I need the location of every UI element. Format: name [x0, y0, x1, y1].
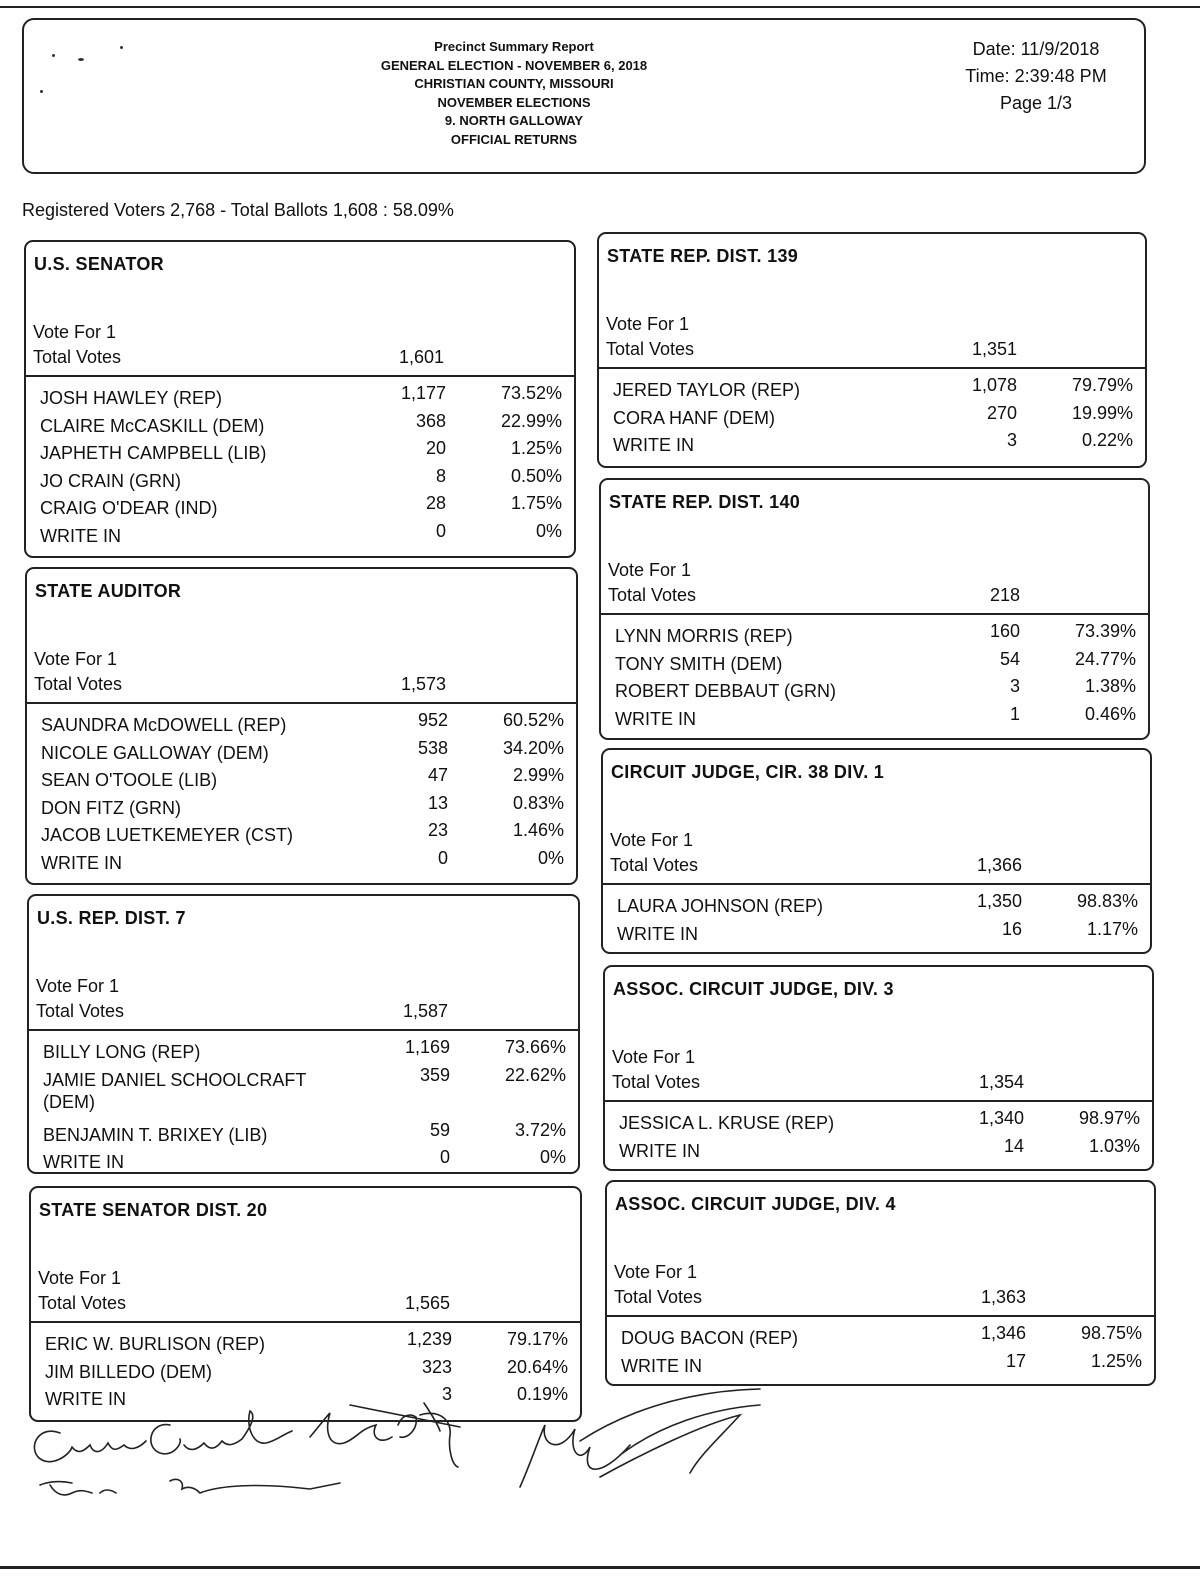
total-votes-value: 1,601 [398, 347, 444, 367]
section-divider [26, 375, 574, 377]
scan-speck [78, 58, 84, 61]
candidate-percent: 73.52% [500, 383, 562, 403]
total-votes-value: 218 [989, 585, 1020, 605]
candidate-votes: 1,177 [400, 383, 446, 403]
candidate-name [613, 407, 775, 429]
page-number: Page 1/3 [999, 93, 1073, 113]
candidate-list [601, 620, 1148, 730]
candidate-row [29, 1064, 578, 1119]
candidate-name [40, 497, 217, 519]
candidate-row [26, 437, 574, 465]
race-us-senator [24, 240, 576, 558]
section-divider [27, 702, 576, 704]
candidate-percent: 73.66% [504, 1037, 566, 1057]
total-votes-value: 1,366 [976, 855, 1022, 875]
candidate-name-line: ERIC W. BURLISON (REP) [45, 1334, 266, 1354]
report-header [22, 18, 1146, 174]
candidate-row [601, 648, 1148, 676]
candidate-name-line: WRITE IN [41, 852, 122, 873]
candidate-name-line: JACOB LUETKEMEYER (CST) [41, 825, 294, 845]
candidate-row [599, 402, 1145, 430]
candidate-row [26, 520, 574, 548]
candidate-name-line: ROBERT DEBBAUT (GRN) [615, 681, 837, 701]
candidate-votes: 1,346 [980, 1323, 1026, 1343]
candidate-votes: 359 [419, 1064, 450, 1085]
candidate-votes: 952 [417, 710, 448, 730]
report-meta [936, 36, 1136, 117]
candidate-row [607, 1322, 1154, 1350]
candidate-votes: 1,350 [976, 891, 1022, 911]
candidate-name-line: TONY SMITH (DEM) [615, 653, 783, 674]
section-divider [29, 1029, 578, 1031]
candidate-percent: 2.99% [512, 765, 564, 785]
candidate-row [607, 1350, 1154, 1378]
candidate-votes: 8 [435, 465, 446, 486]
candidate-percent: 79.17% [506, 1329, 568, 1349]
vote-for-label: Vote For 1 [36, 976, 120, 996]
candidate-row [603, 890, 1150, 918]
total-votes-row [610, 855, 1150, 879]
candidate-list [605, 1107, 1152, 1162]
candidate-percent: 24.77% [1074, 648, 1136, 669]
top-rule [0, 6, 1200, 8]
candidate-votes: 0 [437, 847, 448, 868]
vote-for-label: Vote For 1 [38, 1268, 122, 1288]
candidate-row [31, 1356, 580, 1384]
county-name: CHRISTIAN COUNTY, MISSOURI [414, 76, 614, 91]
candidate-name [617, 895, 823, 917]
candidate-name-line: BILLY LONG (REP) [43, 1042, 201, 1062]
candidate-list [26, 382, 574, 547]
candidate-row [27, 847, 576, 875]
section-divider [599, 367, 1145, 369]
race-title: CIRCUIT JUDGE, CIR. 38 DIV. 1 [611, 762, 885, 782]
candidate-name [43, 1151, 124, 1173]
candidate-name [615, 653, 782, 675]
candidate-row [27, 709, 576, 737]
total-votes-row [612, 1072, 1152, 1096]
candidate-votes: 16 [1001, 918, 1022, 939]
candidate-name [613, 379, 800, 401]
candidate-name [43, 1069, 306, 1113]
candidate-name-line: WRITE IN [40, 525, 121, 546]
candidate-row [29, 1146, 578, 1174]
vote-for-label: Vote For 1 [610, 830, 694, 850]
candidate-name-line: LAURA JOHNSON (REP) [617, 896, 824, 916]
vote-for-label: Vote For 1 [606, 314, 690, 334]
race-us-rep-dist-7 [27, 894, 580, 1174]
candidate-percent: 0.22% [1081, 430, 1133, 450]
candidate-votes: 3 [1009, 676, 1020, 696]
candidate-votes: 1,078 [971, 375, 1017, 395]
candidate-name-line: WRITE IN [613, 435, 694, 455]
candidate-name [41, 742, 269, 764]
total-votes-value: 1,354 [978, 1072, 1024, 1092]
total-votes-value: 1,351 [971, 339, 1017, 359]
candidate-row [601, 703, 1148, 731]
candidate-percent: 3.72% [514, 1119, 566, 1140]
total-votes-row [614, 1287, 1154, 1311]
candidate-name [621, 1327, 798, 1349]
candidate-votes: 59 [429, 1119, 450, 1140]
candidate-row [27, 819, 576, 847]
precinct-name: 9. NORTH GALLOWAY [444, 113, 584, 128]
candidate-name-line: WRITE IN [45, 1389, 126, 1409]
candidate-percent: 0.50% [510, 465, 562, 486]
candidate-row [605, 1107, 1152, 1135]
candidate-name [619, 1140, 700, 1162]
candidate-votes: 54 [999, 648, 1020, 669]
race-title: STATE REP. DIST. 139 [607, 246, 799, 266]
candidate-name [45, 1361, 212, 1383]
candidate-name-line: WRITE IN [43, 1152, 124, 1172]
race-assoc-circuit-judge-div-4 [605, 1180, 1156, 1386]
handwritten-signatures-icon [20, 1385, 780, 1520]
candidate-percent: 98.75% [1080, 1323, 1142, 1343]
candidate-votes: 0 [435, 520, 446, 541]
candidate-name [45, 1333, 265, 1355]
bottom-rule [0, 1566, 1200, 1569]
candidate-name-line: WRITE IN [621, 1355, 702, 1376]
candidate-list [27, 709, 576, 874]
candidate-name-line: JO CRAIN (GRN) [40, 470, 181, 491]
candidate-percent: 79.79% [1071, 375, 1133, 395]
candidate-percent: 0% [537, 847, 564, 868]
candidate-votes: 47 [427, 765, 448, 785]
candidate-name [41, 824, 293, 846]
total-votes-row [33, 347, 574, 371]
candidate-percent: 22.62% [504, 1064, 566, 1085]
candidate-row [599, 374, 1145, 402]
total-votes-row [34, 674, 576, 698]
candidate-name-line: NICOLE GALLOWAY (DEM) [41, 742, 269, 763]
candidate-percent: 0.46% [1084, 703, 1136, 724]
race-circuit-judge-cir-38-div-1 [601, 748, 1152, 954]
candidate-name-line: BENJAMIN T. BRIXEY (LIB) [43, 1124, 268, 1145]
candidate-row [26, 465, 574, 493]
candidate-name-line: JOSH HAWLEY (REP) [40, 388, 223, 408]
candidate-row [27, 764, 576, 792]
vote-for-label: Vote For 1 [614, 1262, 698, 1282]
candidate-name [615, 625, 793, 647]
candidate-name [613, 434, 694, 456]
total-votes-label: Total Votes [614, 1287, 703, 1307]
section-divider [605, 1100, 1152, 1102]
registered-voters-summary: Registered Voters 2,768 - Total Ballots 1,608 : 58.09% [22, 200, 454, 220]
candidate-name [617, 923, 698, 945]
candidate-percent: 1.75% [510, 493, 562, 513]
candidate-list [599, 374, 1145, 457]
candidate-name-line: WRITE IN [619, 1140, 700, 1161]
candidate-name [41, 769, 217, 791]
race-state-rep-dist-139 [597, 232, 1147, 468]
candidate-votes: 23 [427, 820, 448, 840]
candidate-name [41, 714, 286, 736]
candidate-name [43, 1124, 267, 1146]
candidate-votes: 3 [441, 1384, 452, 1404]
report-title: Precinct Summary Report [434, 39, 594, 54]
total-votes-row [38, 1293, 580, 1317]
candidate-name [40, 387, 222, 409]
candidate-percent: 0% [535, 520, 562, 541]
candidate-name-line: JERED TAYLOR (REP) [613, 380, 801, 400]
candidate-votes: 1 [1009, 703, 1020, 724]
election-name: GENERAL ELECTION - NOVEMBER 6, 2018 [380, 57, 648, 73]
total-votes-label: Total Votes [36, 1001, 125, 1021]
candidate-name-line: WRITE IN [615, 708, 696, 729]
candidate-name [41, 852, 122, 874]
candidate-votes: 13 [427, 792, 448, 813]
race-title: U.S. REP. DIST. 7 [37, 908, 186, 928]
candidate-votes: 14 [1003, 1135, 1024, 1156]
total-votes-label: Total Votes [606, 339, 695, 359]
total-votes-row [608, 585, 1148, 609]
total-votes-label: Total Votes [608, 585, 697, 605]
candidate-name [40, 525, 121, 547]
race-title: STATE AUDITOR [35, 581, 182, 601]
candidate-name-line: DOUG BACON (REP) [621, 1328, 799, 1348]
vote-for-label: Vote For 1 [612, 1047, 696, 1067]
candidate-name-line: JESSICA L. KRUSE (REP) [619, 1113, 835, 1133]
candidate-name [615, 708, 696, 730]
candidate-list [29, 1036, 578, 1174]
candidate-percent: 1.03% [1088, 1135, 1140, 1156]
section-divider [603, 883, 1150, 885]
total-votes-label: Total Votes [33, 347, 122, 367]
candidate-row [29, 1119, 578, 1147]
section-divider [31, 1321, 580, 1323]
race-state-auditor [25, 567, 578, 885]
candidate-votes: 28 [425, 493, 446, 513]
candidate-row [601, 620, 1148, 648]
candidate-votes: 1,169 [404, 1037, 450, 1057]
section-divider [607, 1315, 1154, 1317]
section-divider [601, 613, 1148, 615]
candidate-percent: 1.38% [1084, 676, 1136, 696]
candidate-percent: 0% [539, 1147, 566, 1167]
scan-speck [52, 54, 55, 57]
total-votes-value: 1,587 [402, 1001, 448, 1021]
candidate-list [603, 890, 1150, 945]
candidate-percent: 73.39% [1074, 621, 1136, 641]
candidate-percent: 1.25% [1090, 1350, 1142, 1371]
race-title: ASSOC. CIRCUIT JUDGE, DIV. 3 [613, 979, 894, 999]
candidate-percent: 20.64% [506, 1356, 568, 1377]
scan-speck [40, 90, 43, 93]
candidate-party-line: (DEM) [43, 1091, 95, 1112]
candidate-votes: 160 [989, 621, 1020, 641]
candidate-name-line: CRAIG O'DEAR (IND) [40, 498, 218, 518]
candidate-percent: 19.99% [1071, 402, 1133, 423]
candidate-name [615, 680, 836, 702]
candidate-votes: 3 [1006, 430, 1017, 450]
total-votes-value: 1,363 [980, 1287, 1026, 1307]
candidate-percent: 98.83% [1076, 891, 1138, 911]
candidate-row [605, 1135, 1152, 1163]
candidate-name [43, 1041, 200, 1063]
race-state-rep-dist-140 [599, 478, 1150, 740]
candidate-percent: 1.46% [512, 820, 564, 840]
race-title: STATE REP. DIST. 140 [609, 492, 801, 512]
candidate-row [599, 429, 1145, 457]
candidate-name-line: JAPHETH CAMPBELL (LIB) [40, 443, 267, 463]
candidate-name [40, 442, 266, 464]
candidate-name-line: WRITE IN [617, 923, 698, 944]
candidate-name-line: SAUNDRA McDOWELL (REP) [41, 715, 287, 735]
total-votes-label: Total Votes [34, 674, 123, 694]
candidate-votes: 323 [421, 1356, 452, 1377]
race-title: ASSOC. CIRCUIT JUDGE, DIV. 4 [615, 1194, 896, 1214]
total-votes-label: Total Votes [612, 1072, 701, 1092]
total-votes-row [36, 1001, 578, 1025]
returns-status: OFFICIAL RETURNS [450, 131, 578, 147]
candidate-percent: 60.52% [502, 710, 564, 730]
total-votes-row [606, 339, 1145, 363]
candidate-votes: 1,340 [978, 1108, 1024, 1128]
candidate-percent: 1.17% [1086, 918, 1138, 939]
candidate-name-line: CORA HANF (DEM) [613, 407, 775, 428]
candidate-row [603, 918, 1150, 946]
vote-for-label: Vote For 1 [33, 322, 117, 342]
candidate-row [26, 492, 574, 520]
candidate-row [27, 792, 576, 820]
candidate-row [26, 410, 574, 438]
candidate-row [29, 1036, 578, 1064]
candidate-name-line: CLAIRE McCASKILL (DEM) [40, 415, 265, 436]
vote-for-label: Vote For 1 [608, 560, 692, 580]
candidate-percent: 34.20% [502, 737, 564, 758]
candidate-list [607, 1322, 1154, 1377]
candidate-percent: 22.99% [500, 410, 562, 431]
candidate-name [41, 797, 181, 819]
candidate-row [27, 737, 576, 765]
race-title: STATE SENATOR DIST. 20 [39, 1200, 268, 1220]
race-title: U.S. SENATOR [34, 254, 164, 274]
candidate-percent: 98.97% [1078, 1108, 1140, 1128]
candidate-name [619, 1112, 834, 1134]
candidate-votes: 17 [1005, 1350, 1026, 1371]
candidate-name [40, 415, 264, 437]
scan-speck [120, 46, 123, 49]
candidate-votes: 538 [417, 737, 448, 758]
report-time: Time: 2:39:48 PM [965, 66, 1107, 86]
candidate-votes: 1,239 [406, 1329, 452, 1349]
candidate-name-line: JIM BILLEDO (DEM) [45, 1361, 213, 1382]
candidate-votes: 0 [439, 1147, 450, 1167]
candidate-name-line: DON FITZ (GRN) [41, 797, 181, 818]
candidate-name [40, 470, 181, 492]
total-votes-value: 1,565 [404, 1293, 450, 1313]
candidate-row [601, 675, 1148, 703]
total-votes-label: Total Votes [38, 1293, 127, 1313]
candidate-row [31, 1328, 580, 1356]
candidate-name [621, 1355, 702, 1377]
candidate-votes: 368 [415, 410, 446, 431]
candidate-name-line: LYNN MORRIS (REP) [615, 626, 793, 646]
candidate-percent: 0.19% [516, 1384, 568, 1404]
vote-for-label: Vote For 1 [34, 649, 118, 669]
candidate-name-line: JAMIE DANIEL SCHOOLCRAFT [43, 1069, 307, 1090]
candidate-row [26, 382, 574, 410]
election-group: NOVEMBER ELECTIONS [437, 94, 591, 110]
candidate-percent: 1.25% [510, 438, 562, 458]
total-votes-label: Total Votes [610, 855, 699, 875]
candidate-percent: 0.83% [512, 792, 564, 813]
race-assoc-circuit-judge-div-3 [603, 965, 1154, 1171]
total-votes-value: 1,573 [400, 674, 446, 694]
candidate-name-line: SEAN O'TOOLE (LIB) [41, 770, 218, 790]
candidate-votes: 20 [425, 438, 446, 458]
report-date: Date: 11/9/2018 [972, 39, 1100, 59]
report-title-block [324, 38, 704, 149]
candidate-votes: 270 [986, 402, 1017, 423]
